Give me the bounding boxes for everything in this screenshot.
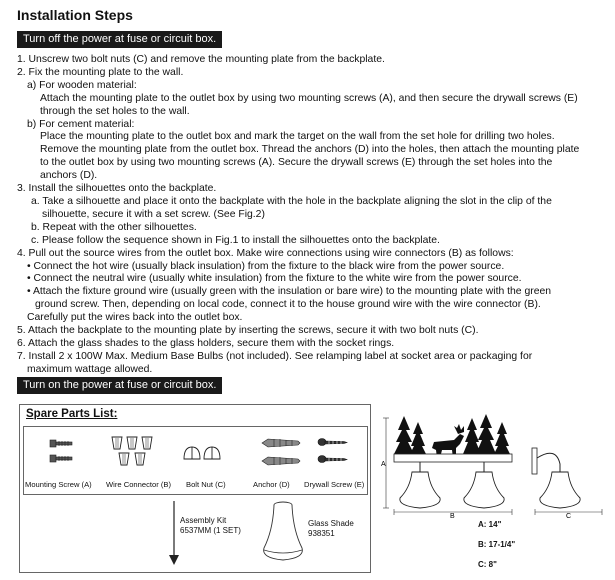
step-line: Carefully put the wires back into the outlet box. bbox=[27, 312, 243, 324]
assembly-kit-code: 6537MM (1 SET) bbox=[180, 526, 241, 535]
step-line: a. Take a silhouette and place it onto the backplate with the hole in the backplate aligning the slot in the clip of the bbox=[31, 195, 552, 207]
step-line: silhouette, secure it with a set screw. (See Fig.2) bbox=[42, 208, 265, 220]
part-label-bolt-nut: Bolt Nut (C) bbox=[186, 480, 226, 489]
glass-shade-label bbox=[308, 519, 354, 539]
step-line: • Connect the hot wire (usually black insulation) from the fixture to the black wire from the power source. bbox=[27, 260, 505, 272]
power-on-banner: Turn on the power at fuse or circuit box. bbox=[17, 377, 222, 394]
step-line: b. Repeat with the other silhouettes. bbox=[31, 221, 197, 233]
step-line: 4. Pull out the source wires from the outlet box. Make wire connections using wire connectors (B) as follows: bbox=[17, 247, 514, 259]
step-line: 2. Fix the mounting plate to the wall. bbox=[17, 66, 184, 78]
part-label-wire-connector: Wire Connector (B) bbox=[106, 480, 171, 489]
dimension-label-a: A bbox=[381, 461, 386, 468]
spare-parts-title: Spare Parts List: bbox=[26, 408, 118, 420]
anchor-icon bbox=[260, 433, 306, 471]
step-line: 5. Attach the backplate to the mounting plate by inserting the screws, secure it with two bolt nuts (C). bbox=[17, 325, 479, 337]
part-label-anchor: Anchor (D) bbox=[253, 480, 290, 489]
mounting-screw-icon bbox=[48, 437, 80, 467]
step-line: b) For cement material: bbox=[27, 118, 135, 130]
dimension-c: C: 8" bbox=[478, 560, 497, 569]
bolt-nut-icon bbox=[182, 443, 226, 463]
assembly-kit-title: Assembly Kit bbox=[180, 516, 227, 525]
fixture-diagram bbox=[380, 408, 608, 520]
wire-connector-icon bbox=[108, 435, 166, 469]
step-line: 1. Unscrew two bolt nuts (C) and remove the mounting plate from the backplate. bbox=[17, 54, 385, 65]
step-line: maximum wattage allowed. bbox=[27, 363, 153, 375]
step-line: 6. Attach the glass shades to the glass holders, secure them with the socket rings. bbox=[17, 337, 395, 349]
installation-steps bbox=[17, 54, 602, 377]
step-line: • Attach the fixture ground wire (usually green with the insulation or bare wire) to the mounting plate with the green bbox=[27, 286, 552, 298]
step-line: to the outlet box by using two mounting screws (A). Secure the drywall screws (E) through the set holes into the bbox=[40, 157, 553, 169]
step-line: 3. Install the silhouettes onto the backplate. bbox=[17, 183, 217, 195]
spare-parts-panel bbox=[19, 404, 371, 573]
step-line: • Connect the neutral wire (usually white insulation) from the fixture to the white wire from the power source. bbox=[27, 273, 522, 285]
step-line: anchors (D). bbox=[40, 170, 98, 182]
power-off-banner: Turn off the power at fuse or circuit box. bbox=[17, 31, 222, 48]
step-line: 7. Install 2 x 100W Max. Medium Base Bulbs (not included). See relamping label at socket area or packaging for bbox=[17, 350, 533, 362]
part-label-mounting-screw: Mounting Screw (A) bbox=[25, 480, 92, 489]
step-line: Remove the mounting plate from the outlet box. Thread the anchors (D) into the holes, then attach the mounting plate bbox=[40, 144, 580, 156]
drywall-screw-icon bbox=[316, 437, 350, 467]
parts-row bbox=[23, 426, 368, 495]
part-label-drywall-screw: Drywall Screw (E) bbox=[304, 480, 365, 489]
step-line: a) For wooden material: bbox=[27, 79, 137, 91]
step-line: through the set holes to the wall. bbox=[40, 105, 190, 117]
step-line: ground screw. Then, depending on local code, connect it to the house ground wire with the wire connector (B). bbox=[35, 299, 541, 311]
dimension-a: A: 14" bbox=[478, 520, 502, 529]
glass-shade-title: Glass Shade bbox=[308, 519, 354, 528]
glass-shade-icon bbox=[258, 500, 308, 564]
step-line: Place the mounting plate to the outlet box and mark the target on the wall from the set hole for drilling two holes. bbox=[40, 131, 555, 143]
step-line: Attach the mounting plate to the outlet box by using two mounting screws (A), and then secure the drywall screws (E) bbox=[40, 92, 578, 104]
page-title: Installation Steps bbox=[17, 7, 133, 23]
assembly-kit-label bbox=[180, 516, 241, 536]
step-line: c. Please follow the sequence shown in Fig.1 to install the silhouettes onto the backplate. bbox=[31, 234, 440, 246]
dimension-label-c: C bbox=[566, 513, 572, 520]
dimension-b: B: 17-1/4" bbox=[478, 540, 516, 549]
dimension-label-b: B bbox=[450, 513, 455, 520]
assembly-kit-arrow bbox=[168, 501, 180, 567]
glass-shade-code: 938351 bbox=[308, 529, 335, 538]
